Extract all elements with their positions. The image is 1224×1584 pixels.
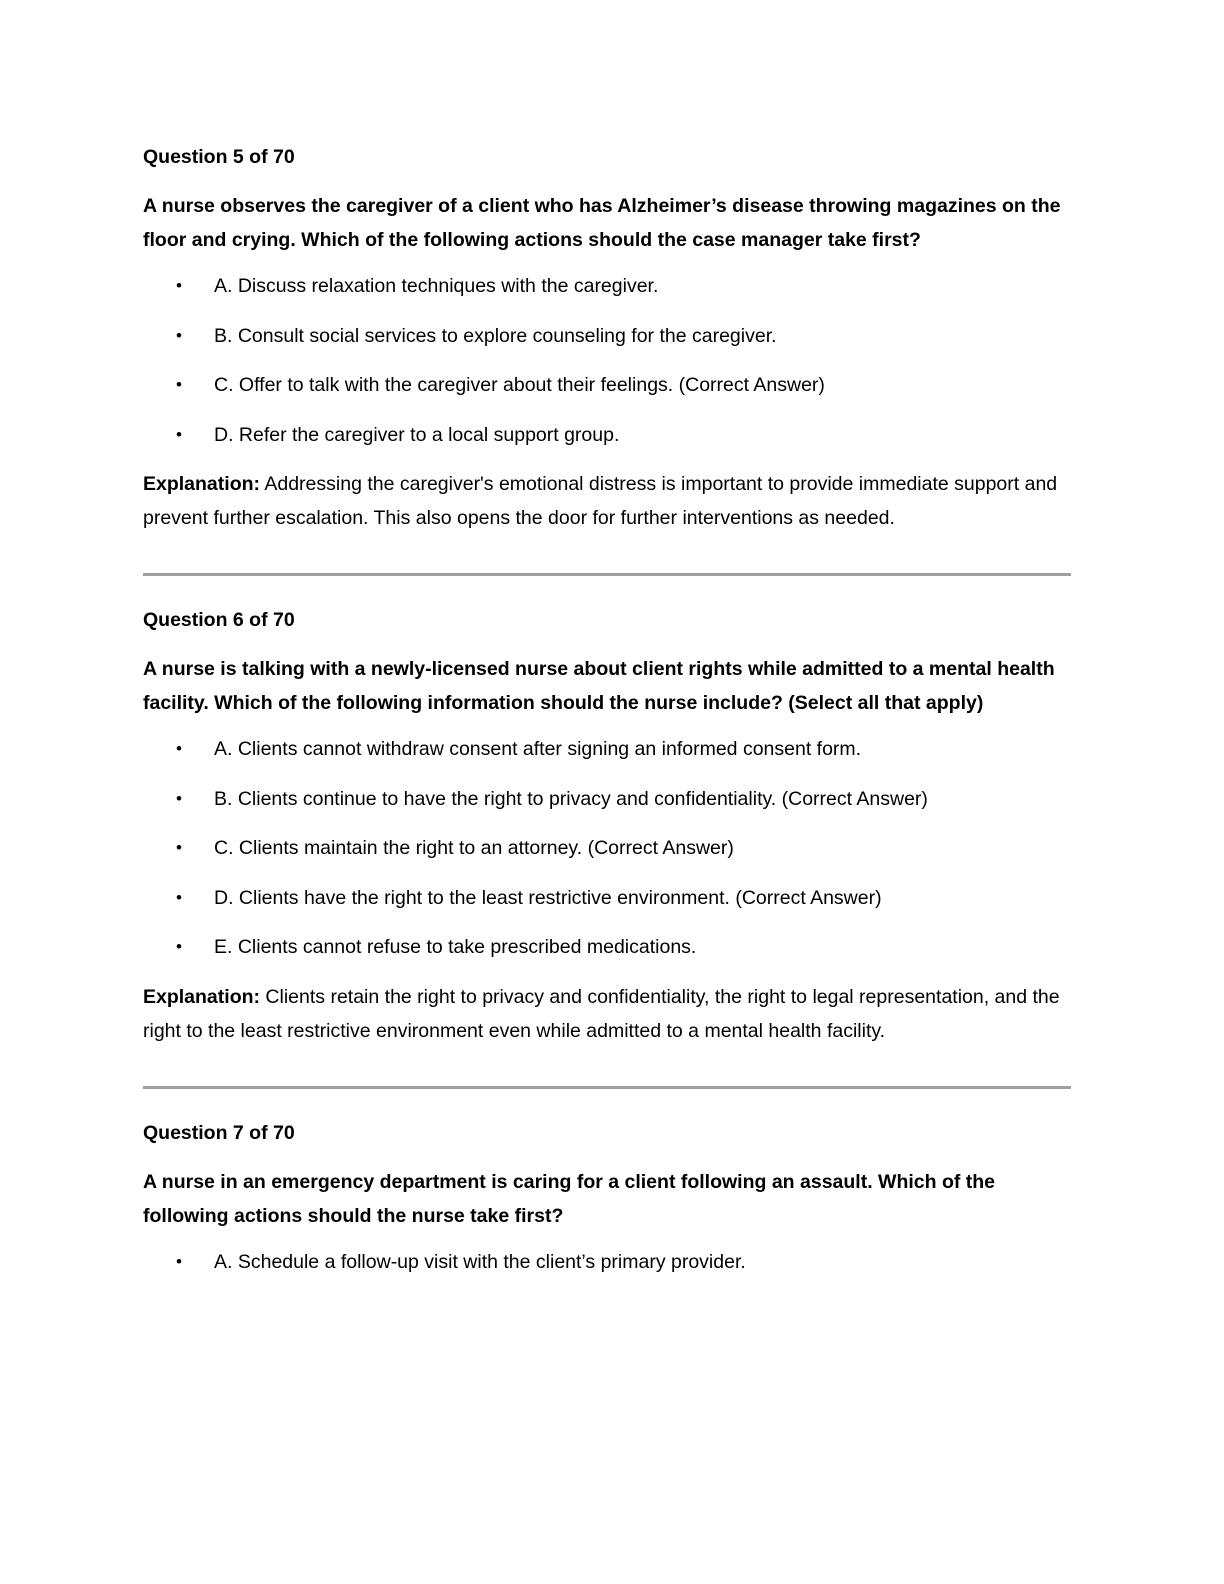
- explanation: [143, 467, 1071, 535]
- answer-option: [143, 930, 1071, 964]
- question-header: Question 6 of 70: [143, 609, 295, 631]
- bullet-icon: •: [176, 375, 182, 394]
- document-page: [143, 140, 1071, 1294]
- question-header: Question 7 of 70: [143, 1121, 295, 1144]
- answer-option: [143, 732, 1071, 766]
- section-divider: [143, 573, 1071, 576]
- explanation-text: Addressing the caregiver's emotional distress is important to provide immediate support and prevent further escalation. This also opens the door for further interventions as needed.: [143, 473, 1058, 529]
- option-text: E. Clients cannot refuse to take prescribed medications.: [214, 936, 697, 958]
- explanation-label: Explanation:: [143, 985, 261, 1008]
- option-text: A. Schedule a follow-up visit with the client’s primary provider.: [214, 1250, 746, 1273]
- question-block: [143, 1116, 1071, 1279]
- option-text: A. Discuss relaxation techniques with the caregiver.: [214, 275, 659, 297]
- answer-option: [143, 881, 1071, 915]
- answer-options: [143, 269, 1071, 452]
- answer-option: [143, 418, 1071, 452]
- answer-option: [143, 1245, 1071, 1279]
- question-text: A nurse observes the caregiver of a client who has Alzheimer’s disease throwing magazines on the floor and crying. Which of the following actions should the case manager take first?: [143, 195, 1061, 251]
- answer-option: [143, 319, 1071, 353]
- option-text: D. Clients have the right to the least restrictive environment. (Correct Answer): [214, 886, 882, 909]
- bullet-icon: •: [176, 937, 182, 956]
- answer-option: [143, 782, 1071, 816]
- bullet-icon: •: [176, 276, 182, 295]
- option-text: B. Consult social services to explore counseling for the caregiver.: [214, 324, 777, 347]
- question-text: A nurse is talking with a newly-licensed nurse about client rights while admitted to a mental health facility. Which of the following information should the nurse include? (Select all that apply): [143, 658, 1055, 714]
- explanation: [143, 980, 1071, 1048]
- bullet-icon: •: [176, 788, 182, 808]
- answer-option: [143, 831, 1071, 865]
- answer-option: [143, 269, 1071, 303]
- bullet-icon: •: [176, 838, 182, 857]
- answer-option: [143, 368, 1071, 402]
- bullet-icon: •: [176, 325, 182, 345]
- section-divider: [143, 1086, 1071, 1089]
- bullet-icon: •: [176, 424, 182, 444]
- question-header: Question 5 of 70: [143, 146, 295, 168]
- option-text: B. Clients continue to have the right to privacy and confidentiality. (Correct Answer): [214, 787, 928, 810]
- option-text: D. Refer the caregiver to a local support group.: [214, 423, 620, 446]
- question-block: [143, 603, 1071, 1048]
- explanation-text: Clients retain the right to privacy and confidentiality, the right to legal representation, and the right to the least restrictive environment even while admitted to a mental health facility.: [143, 985, 1060, 1042]
- answer-options: [143, 732, 1071, 964]
- option-text: C. Offer to talk with the caregiver about their feelings. (Correct Answer): [214, 374, 825, 396]
- bullet-icon: •: [176, 1251, 182, 1271]
- answer-options: [143, 1245, 1071, 1279]
- question-text: A nurse in an emergency department is caring for a client following an assault. Which of the following actions should the nurse take first?: [143, 1170, 996, 1227]
- question-block: [143, 140, 1071, 535]
- explanation-label: Explanation:: [143, 473, 261, 495]
- bullet-icon: •: [176, 887, 182, 907]
- bullet-icon: •: [176, 739, 182, 758]
- option-text: C. Clients maintain the right to an attorney. (Correct Answer): [214, 837, 734, 859]
- option-text: A. Clients cannot withdraw consent after signing an informed consent form.: [214, 738, 862, 760]
